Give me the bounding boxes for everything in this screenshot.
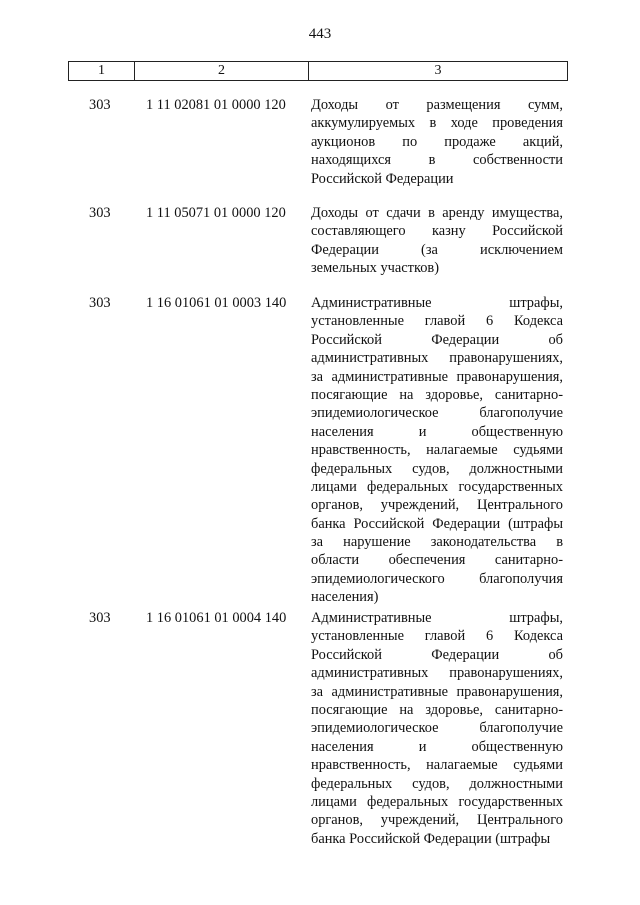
income-description [311,96,563,188]
table-header [68,61,568,81]
description-line: Российской Федерации об [311,646,563,663]
description-line: аукционов по продаже акций, [311,133,563,150]
description-line: органов, учреждений, Центрального [311,497,563,514]
description-line: федеральных судов, должностными [311,460,563,477]
description-line: лицами федеральных государственных [311,478,563,495]
description-line: эпидемиологическое благополучие [311,405,563,422]
description-line: населения и общественную [311,738,563,755]
income-description [311,204,563,278]
description-line: нравственность, налагаемые судьями [311,442,563,459]
description-line: населения) [311,589,379,606]
description-line: Российской Федерации [311,170,454,187]
description-line: Доходы от размещения сумм, [311,97,563,113]
description-line: лицами федеральных государственных [311,793,563,810]
description-line: Административные штрафы, [311,610,563,626]
page-number: 443 [308,26,332,42]
description-line: Российской Федерации об [311,331,563,348]
description-line: за нарушение законодательства в [311,534,563,551]
description-line: федеральных судов, должностными [311,775,563,792]
description-line: установленные главой 6 Кодекса [311,313,563,330]
description-line: за административные правонарушения, [311,683,563,700]
description-line: эпидемиологическое благополучие [311,720,563,737]
description-line: населения и общественную [311,423,563,440]
description-line: административных правонарушениях, [311,665,563,682]
description-line: аккумулируемых в ходе проведения [311,115,563,132]
income-description [311,294,563,607]
description-line: Административные штрафы, [311,295,563,311]
description-line: нравственность, налагаемые судьями [311,757,563,774]
description-line: земельных участков) [311,260,440,277]
kbk-code: 1 16 01061 01 0004 140 [146,610,287,626]
admin-code: 303 [89,295,111,311]
admin-code: 303 [89,610,111,626]
header-col-2: 2 [135,62,309,80]
description-line: Доходы от сдачи в аренду имущества, [311,205,563,221]
kbk-code: 1 16 01061 01 0003 140 [146,295,287,311]
description-line: органов, учреждений, Центрального [311,812,563,829]
description-line: составляющего казну Российской [311,223,563,240]
description-line: за административные правонарушения, [311,368,563,385]
admin-code: 303 [89,205,111,221]
admin-code: 303 [89,97,111,113]
description-line: административных правонарушениях, [311,350,563,367]
description-line: банка Российской Федерации (штрафы [311,830,551,847]
description-line: банка Российской Федерации (штрафы [311,515,563,532]
description-line: посягающие на здоровье, санитарно- [311,386,563,403]
kbk-code: 1 11 02081 01 0000 120 [146,97,286,113]
description-line: посягающие на здоровье, санитарно- [311,701,563,718]
description-line: области обеспечения санитарно- [311,552,563,569]
income-description [311,609,563,848]
header-col-1: 1 [69,62,135,80]
description-line: Федерации (за исключением [311,241,563,258]
kbk-code: 1 11 05071 01 0000 120 [146,205,286,221]
description-line: эпидемиологического благополучия [311,570,563,587]
header-col-3: 3 [434,63,442,78]
description-line: находящихся в собственности [311,152,563,169]
description-line: установленные главой 6 Кодекса [311,628,563,645]
